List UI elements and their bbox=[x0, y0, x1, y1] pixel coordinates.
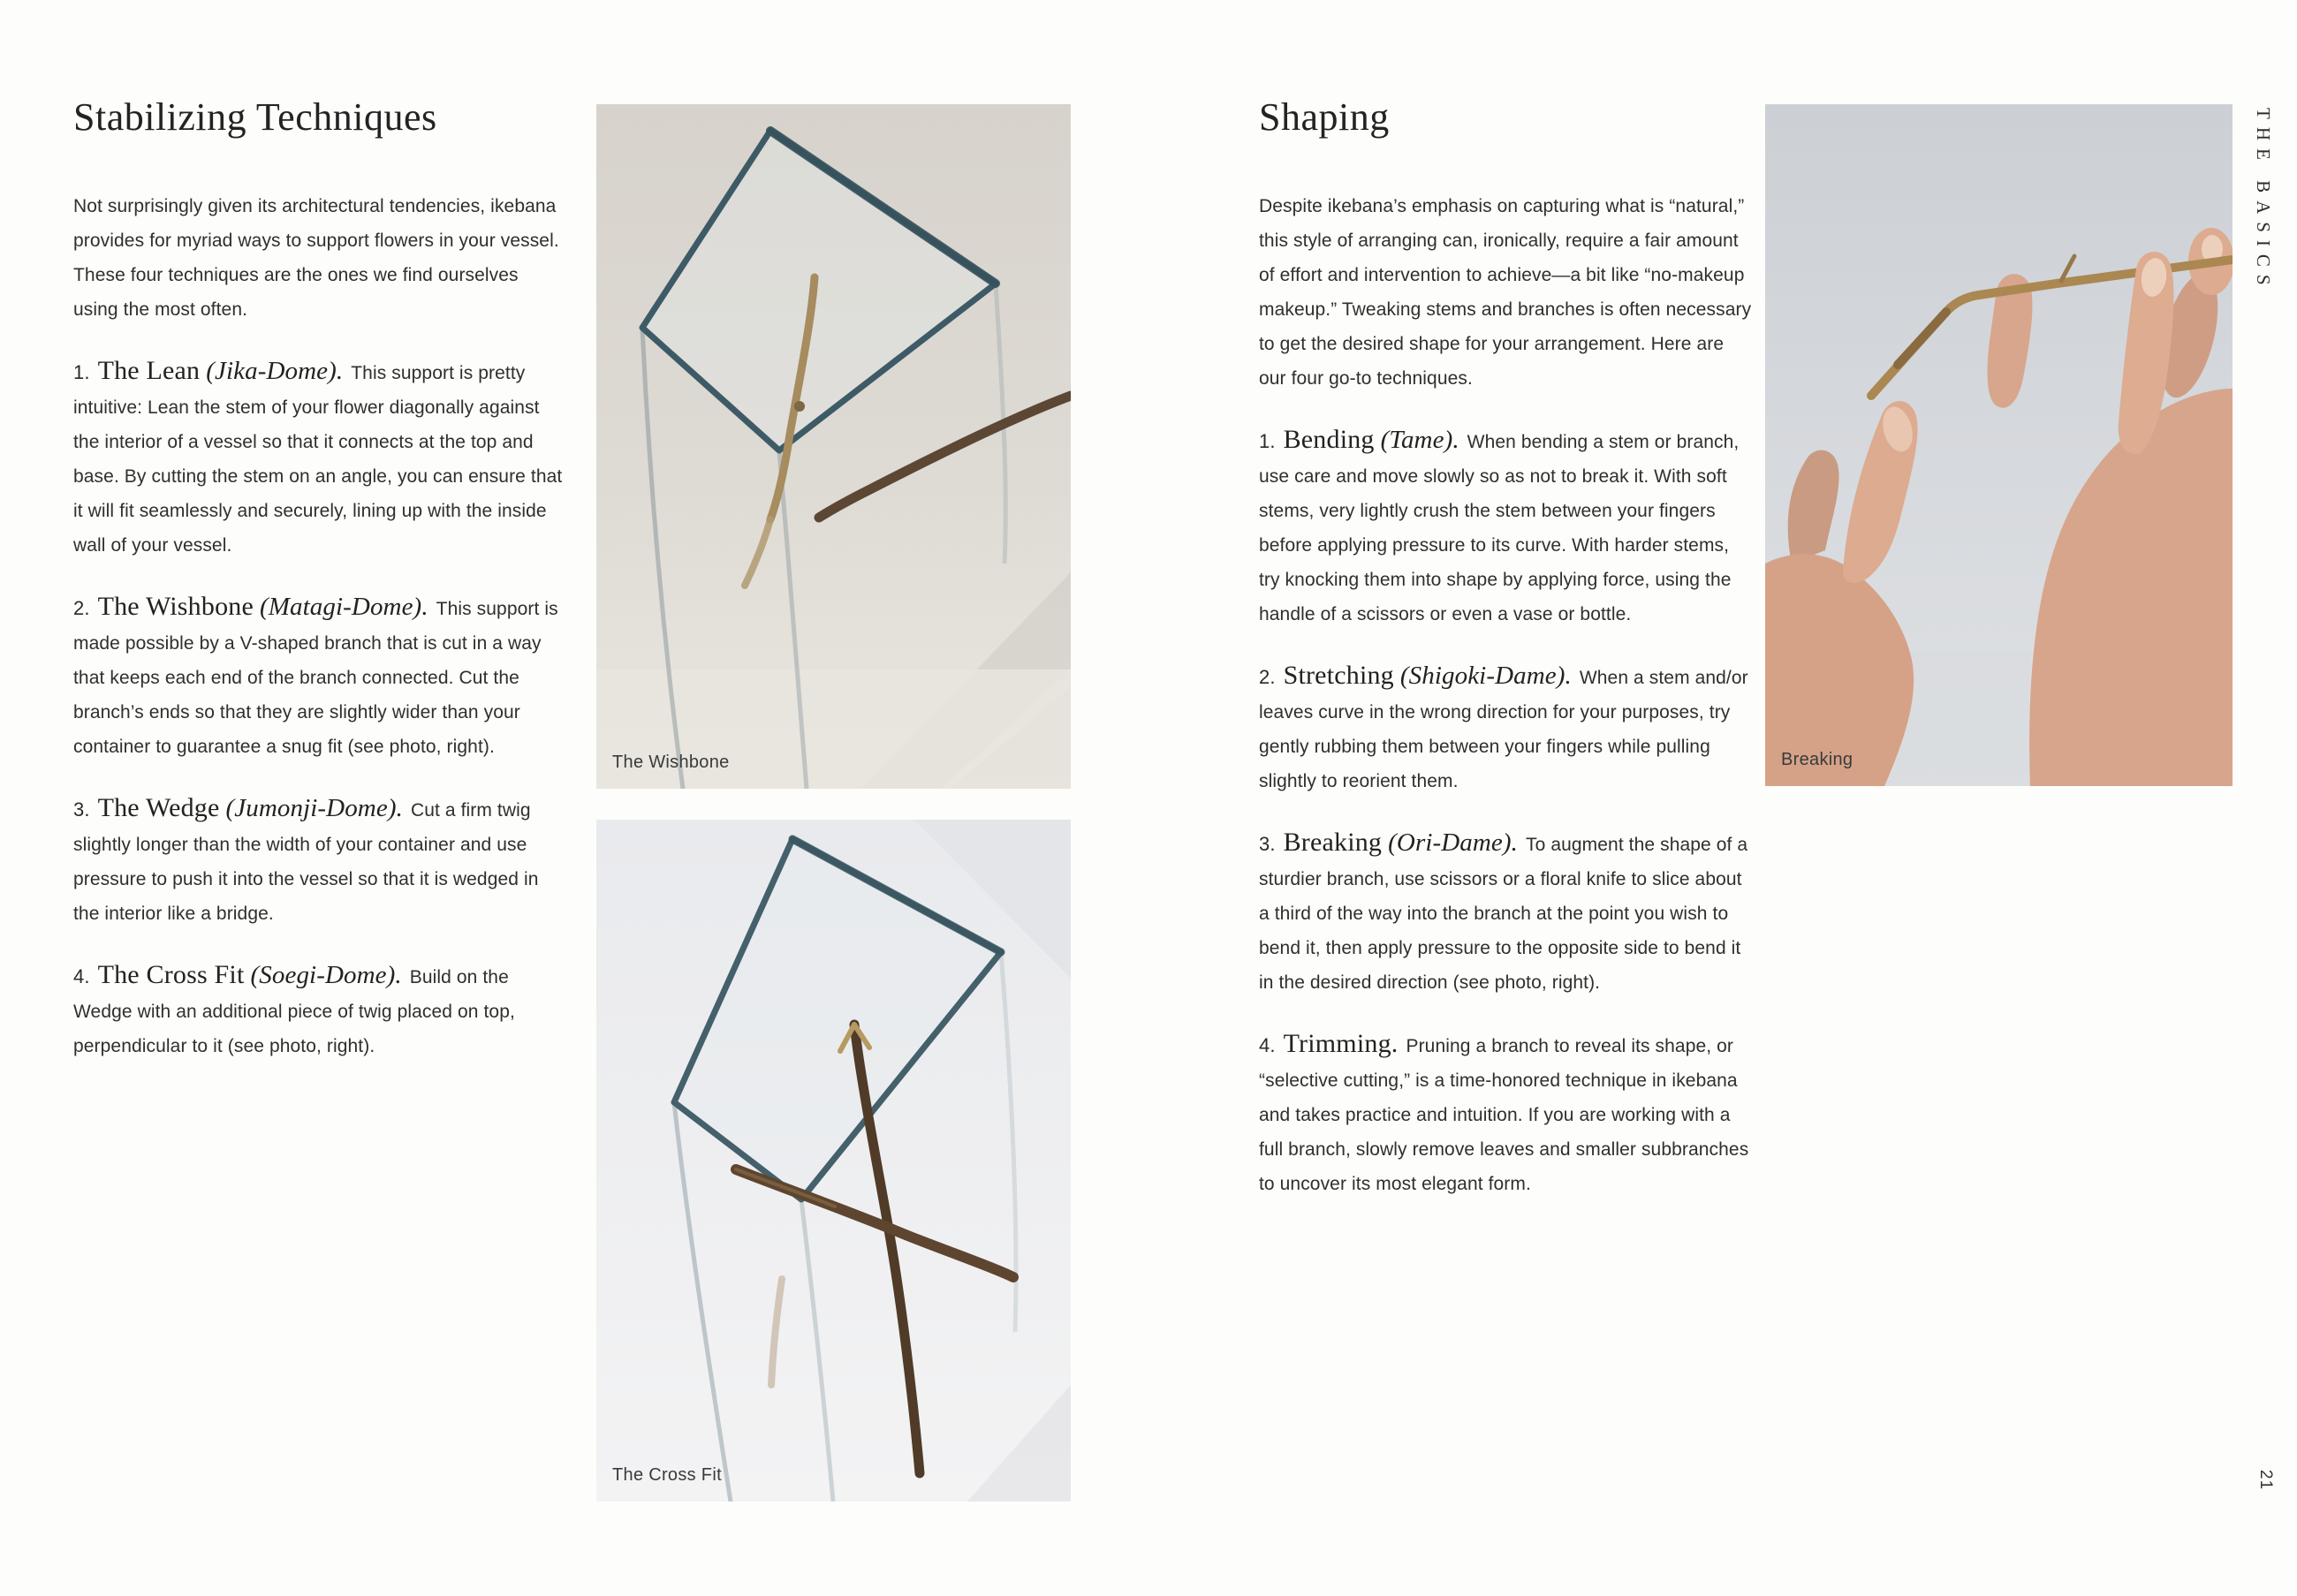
technique-number: 4. bbox=[73, 965, 90, 987]
technique-name: The Wedge bbox=[97, 793, 220, 822]
technique-body: Cut a firm twig slightly longer than the width of your container and use pressure to push it into the vessel so that it is wedged in the interior like a bridge. bbox=[73, 800, 539, 924]
glass-vase-wishbone-figure bbox=[596, 104, 1071, 789]
technique-number: 3. bbox=[73, 798, 90, 821]
technique-body: Pruning a branch to reveal its shape, or “selective cutting,” is a time-honored technique in ikebana and takes practice and intuition. If you are working with a full branch, slowly remove leaves and smaller subbranches to uncover its most elegant form. bbox=[1259, 1036, 1749, 1194]
photo-caption-breaking: Breaking bbox=[1781, 750, 1854, 769]
technique-name: Stretching bbox=[1283, 661, 1394, 690]
technique-term: (Jumonji-Dome). bbox=[225, 794, 403, 822]
technique-term: (Shigoki-Dame). bbox=[1399, 662, 1572, 690]
technique-name: The Cross Fit bbox=[97, 960, 245, 989]
technique-name: Breaking bbox=[1283, 828, 1383, 857]
glass-vase-crossfit-figure bbox=[596, 820, 1071, 1501]
technique-name: The Lean bbox=[97, 356, 201, 385]
technique-item-wishbone bbox=[73, 589, 566, 764]
technique-body: To augment the shape of a sturdier branch, use scissors or a floral knife to slice about a third of the way into the branch at the point you wish to bend it, then apply pressure to the opposite side to bend it in the desired direction (see photo, right). bbox=[1259, 835, 1748, 993]
technique-body: This support is pretty intuitive: Lean the stem of your flower diagonally against the interior of a vessel so that it connects at the top and base. By cutting the stem on an angle, you can ensure that it will fit seamlessly and securely, lining up with the inside wall of your vessel. bbox=[73, 363, 563, 556]
technique-item-trimming bbox=[1259, 1026, 1752, 1201]
technique-item-lean bbox=[73, 353, 566, 563]
section-intro: Not surprisingly given its architectural tendencies, ikebana provides for myriad ways to support flowers in your vessel. These four techniques are the ones we find ourselves using the most often. bbox=[73, 196, 559, 320]
technique-name: Bending bbox=[1283, 425, 1375, 454]
wishbone-photo bbox=[596, 104, 1071, 789]
technique-item-breaking bbox=[1259, 825, 1752, 1000]
twig-knot bbox=[794, 401, 805, 412]
technique-term: (Tame). bbox=[1380, 426, 1459, 454]
breaking-photo bbox=[1765, 104, 2233, 786]
technique-item-wedge bbox=[73, 790, 566, 931]
technique-item-crossfit bbox=[73, 957, 566, 1063]
technique-number: 2. bbox=[73, 597, 90, 619]
photo-caption-wishbone: The Wishbone bbox=[612, 753, 730, 772]
technique-number: 2. bbox=[1259, 666, 1276, 688]
technique-number: 1. bbox=[73, 361, 90, 383]
technique-number: 3. bbox=[1259, 833, 1276, 855]
technique-body: When bending a stem or branch, use care and move slowly so as not to break it. With soft stems, very lightly crush the stem between your fingers before applying pressure to its curve. With harder stems, try knocking them into shape by applying force, using the handle of a scissors or even a vase or bottle. bbox=[1259, 432, 1740, 624]
page-title-shaping: Shaping bbox=[1259, 95, 1390, 139]
technique-term: (Ori-Dame). bbox=[1388, 828, 1519, 857]
page-title: Stabilizing Techniques bbox=[73, 95, 437, 139]
technique-term: (Matagi-Dome). bbox=[260, 593, 428, 621]
photo-caption-crossfit: The Cross Fit bbox=[612, 1465, 722, 1485]
technique-term: (Soegi-Dome). bbox=[250, 961, 402, 989]
technique-term: (Jika-Dome). bbox=[206, 357, 344, 385]
section-stabilizing-techniques bbox=[73, 95, 566, 1090]
technique-item-stretching bbox=[1259, 658, 1752, 798]
chapter-label: THE BASICS bbox=[2253, 108, 2274, 293]
section-intro: Despite ikebana’s emphasis on capturing what is “natural,” this style of arranging can, ironically, require a fair amount of effort and intervention to achieve—a bit like “no-makeup makeup.” Tweaking stems and branches is often necessary to get the desired shape for your arrangement. Here are our four go-to techniques. bbox=[1259, 196, 1752, 389]
technique-number: 1. bbox=[1259, 430, 1276, 452]
technique-number: 4. bbox=[1259, 1034, 1276, 1056]
technique-body: This support is made possible by a V-shaped branch that is cut in a way that keeps each end of the branch connected. Cut the branch’s ends so that they are slightly wider than your container to guarantee a snug fit (see photo, right). bbox=[73, 599, 558, 757]
technique-body: Build on the Wedge with an additional piece of twig placed on top, perpendicular to it (see photo, right). bbox=[73, 967, 515, 1056]
section-shaping bbox=[1259, 95, 1752, 1228]
hands-bending-twig-figure bbox=[1765, 104, 2233, 786]
page-number: 21 bbox=[2256, 1470, 2275, 1491]
technique-body: When a stem and/or leaves curve in the wrong direction for your purposes, try gently rubbing them between your fingers while pulling slightly to reorient them. bbox=[1259, 668, 1748, 791]
crossfit-photo bbox=[596, 820, 1071, 1501]
technique-name: The Wishbone bbox=[97, 592, 254, 621]
technique-name: Trimming. bbox=[1283, 1029, 1399, 1058]
technique-item-bending bbox=[1259, 422, 1752, 632]
